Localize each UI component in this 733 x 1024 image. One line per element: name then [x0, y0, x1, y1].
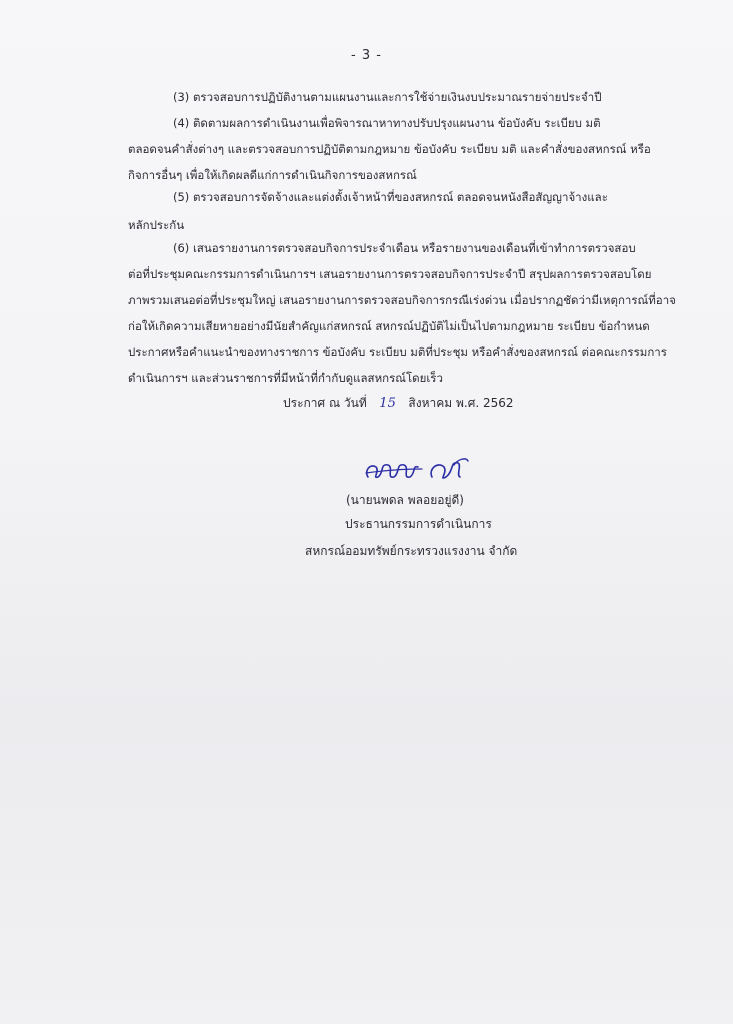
- clause-4: [128, 110, 660, 188]
- clause-5-line-2: หลักประกัน: [128, 218, 185, 232]
- clause-6-line-1: (6) เสนอรายงานการตรวจสอบกิจการประจำเดือน หรือรายงานของเดือนที่เข้าทำการตรวจสอบ: [173, 241, 636, 255]
- announcement-day: 15: [379, 396, 396, 411]
- clause-5-line-1: (5) ตรวจสอบการจัดจ้างและแต่งตั้งเจ้าหน้าที่ของสหกรณ์ ตลอดจนหนังสือสัญญาจ้างและ: [173, 190, 608, 204]
- signatory-name: (นายนพดล พลอยอยู่ดี): [346, 493, 464, 507]
- page-number: - 3 -: [351, 48, 382, 63]
- clause-6-line-5: ประกาศหรือคำแนะนำของทางราชการ ข้อบังคับ ระเบียบ มติที่ประชุม หรือคำสั่งของสหกรณ์ ต่อคณะกรรมการ: [128, 345, 667, 359]
- handwritten-signature: [360, 455, 480, 491]
- clause-6-line-6: ดำเนินการฯ และส่วนราชการที่มีหน้าที่กำกับดูแลสหกรณ์โดยเร็ว: [128, 371, 443, 385]
- clause-5: [128, 184, 660, 238]
- clause-3-line-1: (3) ตรวจสอบการปฏิบัติงานตามแผนงานและการใช้จ่ายเงินงบประมาณรายจ่ายประจำปี: [173, 90, 602, 104]
- clause-6-line-4: ก่อให้เกิดความเสียหายอย่างมีนัยสำคัญแก่สหกรณ์ สหกรณ์ปฏิบัติไม่เป็นไปตามกฎหมาย ระเบียบ ข้อกำหนด: [128, 319, 650, 333]
- announcement-date: [283, 394, 514, 413]
- clause-6: [128, 235, 676, 391]
- clause-3: [128, 84, 660, 110]
- announcement-month-year: สิงหาคม พ.ศ. 2562: [408, 396, 514, 410]
- clause-4-line-1: (4) ติดตามผลการดำเนินงานเพื่อพิจารณาหาทางปรับปรุงแผนงาน ข้อบังคับ ระเบียบ มติ: [173, 116, 601, 130]
- clause-4-line-2: ตลอดจนคำสั่งต่างๆ และตรวจสอบการปฏิบัติตามกฎหมาย ข้อบังคับ ระเบียบ มติ และคำสั่งของสหกรณ์ หรือ: [128, 142, 651, 156]
- announcement-prefix: ประกาศ ณ วันที่: [283, 396, 367, 410]
- signatory-organization: สหกรณ์ออมทรัพย์กระทรวงแรงงาน จำกัด: [305, 544, 518, 558]
- signatory-title: ประธานกรรมการดำเนินการ: [345, 517, 492, 531]
- clause-6-line-2: ต่อที่ประชุมคณะกรรมการดำเนินการฯ เสนอรายงานการตรวจสอบกิจการประจำปี สรุปผลการตรวจสอบโดย: [128, 267, 652, 281]
- clause-6-line-3: ภาพรวมเสนอต่อที่ประชุมใหญ่ เสนอรายงานการตรวจสอบกิจการกรณีเร่งด่วน เมื่อปรากฏชัดว่ามีเหตุการณ์ที่อาจ: [128, 293, 676, 307]
- clause-4-line-3: กิจการอื่นๆ เพื่อให้เกิดผลดีแก่การดำเนินกิจการของสหกรณ์: [128, 168, 417, 182]
